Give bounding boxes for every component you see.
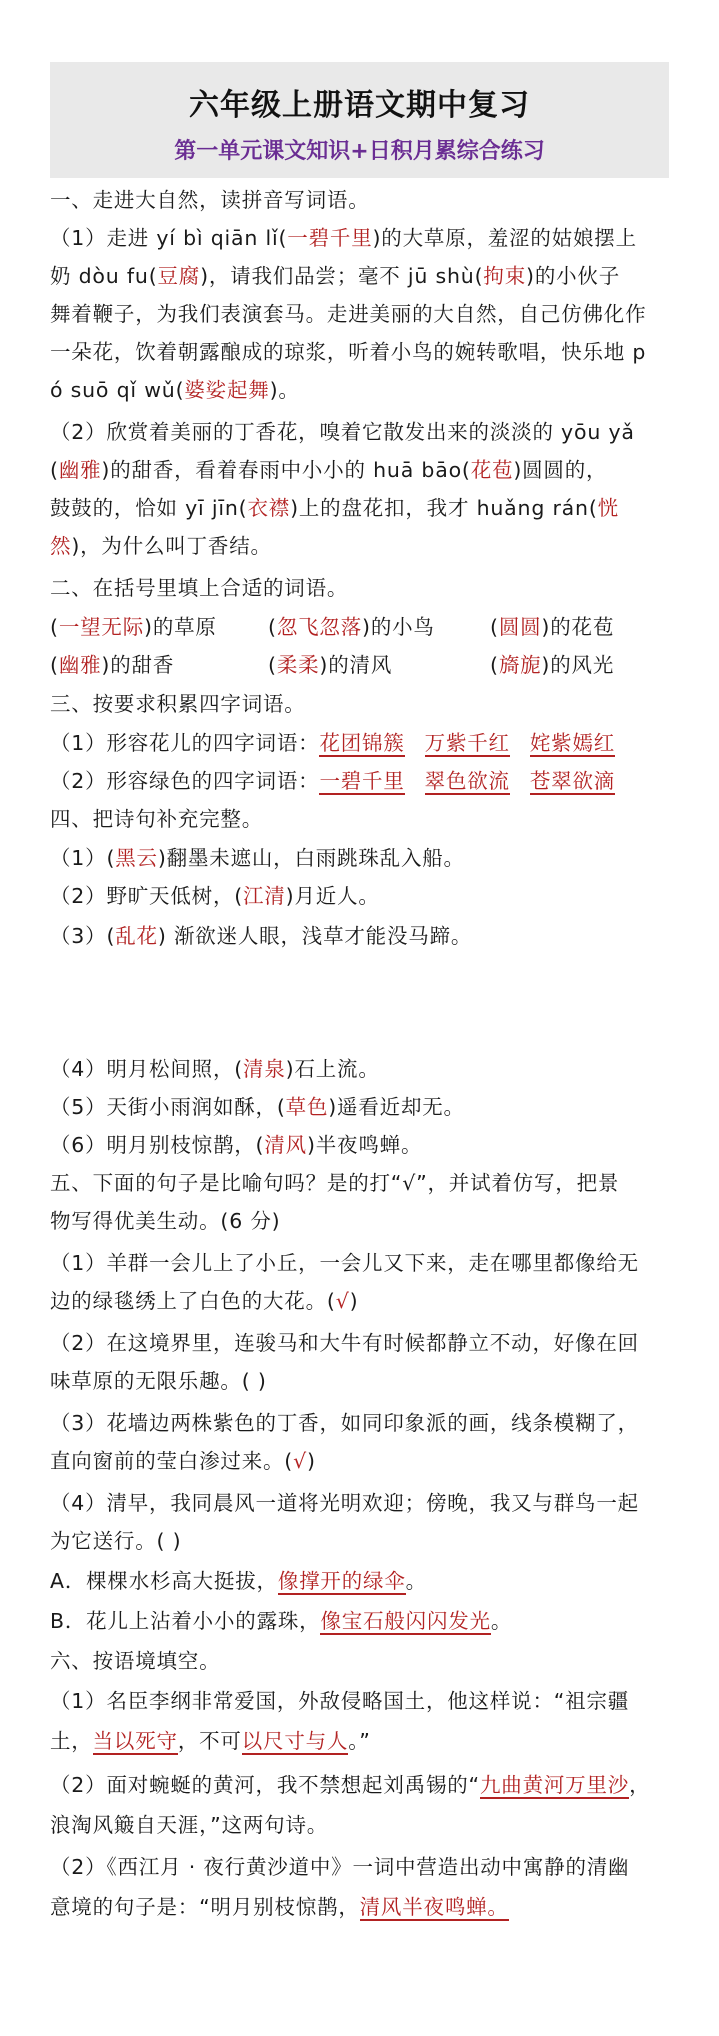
s5-q3-line-2 bbox=[50, 1442, 680, 1480]
text: B．花儿上沾着小小的露珠， bbox=[50, 1609, 321, 1633]
section-3-heading: 三、按要求积累四字词语。 bbox=[50, 692, 306, 716]
s4-q1 bbox=[50, 839, 680, 877]
answer-doufu: 豆腐 bbox=[157, 264, 201, 288]
answer: 圆圆 bbox=[498, 615, 542, 639]
s1-q2-line-1: （2）欣赏着美丽的丁香花，嗅着它散发出来的淡淡的 yōu yǎ bbox=[50, 420, 635, 444]
answer: 黑云 bbox=[115, 846, 158, 870]
answer-yibiqianli: 一碧千里 bbox=[287, 226, 373, 250]
s1-q2-line-3 bbox=[50, 489, 680, 527]
text: （6）明月别枝惊鹊，( bbox=[50, 1133, 265, 1157]
text: （3）( bbox=[50, 924, 116, 948]
answer: 一碧千里 bbox=[319, 769, 405, 793]
s4-q6 bbox=[50, 1126, 680, 1164]
answer: 姹紫嫣红 bbox=[529, 731, 616, 755]
answer: 江清 bbox=[243, 884, 286, 908]
answer: 清泉 bbox=[243, 1057, 286, 1081]
text: A．棵棵水杉高大挺拔， bbox=[50, 1569, 278, 1593]
s1-q1-line-5 bbox=[50, 371, 680, 409]
s1-q1-line-3: 舞着鞭子，为我们表演套马。走进美丽的大自然，自己仿佛化作 bbox=[50, 302, 647, 326]
text: 土， bbox=[50, 1729, 93, 1753]
s1-q1-line-2 bbox=[50, 257, 680, 295]
text: （1）走进 yí bì qiān lǐ( bbox=[50, 226, 288, 250]
text: )的草原 bbox=[144, 615, 217, 639]
s4-q2 bbox=[50, 877, 680, 915]
text: )的风光 bbox=[541, 653, 615, 677]
answer: 忽飞忽落 bbox=[276, 615, 363, 639]
answer: 旖旎 bbox=[498, 653, 542, 677]
text: ，不可 bbox=[177, 1729, 242, 1753]
label: （1）形容花儿的四字词语： bbox=[50, 731, 320, 755]
title-banner bbox=[50, 62, 669, 178]
text: )月近人。 bbox=[285, 884, 380, 908]
s6-q3-line-1: （2）《西江月 · 夜行黄沙道中》一词中营造出动中寓静的清幽 bbox=[50, 1855, 630, 1879]
s6-q2-line-2: 浪淘风簸自天涯，”这两句诗。 bbox=[50, 1813, 329, 1837]
answer-yijin: 衣襟 bbox=[247, 496, 291, 520]
answer: 一望无际 bbox=[58, 615, 145, 639]
text: （1）( bbox=[50, 846, 116, 870]
answer: 以尺寸与人 bbox=[241, 1729, 349, 1753]
s5-option-b bbox=[50, 1602, 680, 1640]
s5-q2-line-2: 味草原的无限乐趣。( ) bbox=[50, 1369, 267, 1393]
text: （2）面对蜿蜒的黄河，我不禁想起刘禹锡的“ bbox=[50, 1773, 480, 1797]
text: ) 渐欲迷人眼，浅草才能没马蹄。 bbox=[157, 924, 473, 948]
item: (忽飞忽落)的小鸟 bbox=[268, 615, 435, 639]
text: )的花苞 bbox=[541, 615, 615, 639]
text: )翻墨未遮山，白雨跳珠乱入船。 bbox=[157, 846, 465, 870]
item: (圆圆)的花苞 bbox=[490, 615, 615, 639]
check-mark: √ bbox=[293, 1449, 307, 1473]
answer-posuoqiwu: 婆娑起舞 bbox=[184, 378, 270, 402]
item: (旖旎)的风光 bbox=[490, 653, 615, 677]
text: )的甜香，看着春雨中小小的 huā bāo( bbox=[101, 458, 471, 482]
s4-q5 bbox=[50, 1088, 680, 1126]
section-4-heading: 四、把诗句补充完整。 bbox=[50, 807, 263, 831]
answer: 花团锦簇 bbox=[319, 731, 405, 755]
answer-jushu: 拘束 bbox=[483, 264, 527, 288]
text: 直向窗前的莹白渗过来。( bbox=[50, 1449, 294, 1473]
s5-q2-line-1: （2）在这境界里，连骏马和大牛有时候都静立不动，好像在回 bbox=[50, 1331, 639, 1355]
page-subtitle: 第一单元课文知识+日积月累综合练习 bbox=[174, 139, 545, 164]
answer: 乱花 bbox=[115, 924, 158, 948]
text: 。 bbox=[405, 1569, 427, 1593]
s6-q3-line-2 bbox=[50, 1888, 680, 1926]
item: (柔柔)的清风 bbox=[268, 653, 393, 677]
answer: 草色 bbox=[285, 1095, 329, 1119]
section-2-heading: 二、在括号里填上合适的词语。 bbox=[50, 576, 349, 600]
text: )圆圆的， bbox=[513, 458, 608, 482]
s1-q2-line-2 bbox=[50, 451, 680, 489]
item: (一望无际)的草原 bbox=[50, 615, 217, 639]
text: )，请我们品尝；毫不 jū shù( bbox=[200, 264, 484, 288]
s5-option-a bbox=[50, 1562, 680, 1600]
text: )遥看近却无。 bbox=[328, 1095, 465, 1119]
s4-q4 bbox=[50, 1050, 680, 1088]
answer: 幽雅 bbox=[58, 653, 102, 677]
text: 。 bbox=[490, 1609, 513, 1633]
answer: 清风 bbox=[264, 1133, 307, 1157]
text: （5）天街小雨润如酥，( bbox=[50, 1095, 286, 1119]
text: )上的盘花扣，我才 huǎng rán( bbox=[290, 496, 598, 520]
s5-q1-line-1: （1）羊群一会儿上了小丘，一会儿又下来，走在哪里都像给无 bbox=[50, 1251, 639, 1275]
answer: 像宝石般闪闪发光 bbox=[320, 1609, 491, 1633]
answer: 清风半夜鸣蝉。 bbox=[359, 1895, 509, 1919]
item: (幽雅)的甜香 bbox=[50, 653, 175, 677]
page-title: 六年级上册语文期中复习 bbox=[189, 88, 530, 123]
answer: 像撑开的绿伞 bbox=[277, 1569, 406, 1593]
text: ) bbox=[306, 1449, 316, 1473]
text: )的小伙子 bbox=[526, 264, 621, 288]
answer: 翠色欲流 bbox=[424, 769, 510, 793]
s5-q4-line-2: 为它送行。( ) bbox=[50, 1529, 182, 1553]
text: 。” bbox=[348, 1729, 371, 1753]
answer-huangran-part2: 然 bbox=[50, 534, 72, 558]
s5-q3-line-1: （3）花墙边两株紫色的丁香，如同印象派的画，线条模糊了， bbox=[50, 1411, 639, 1435]
answer-youya: 幽雅 bbox=[58, 458, 102, 482]
text: )石上流。 bbox=[285, 1057, 380, 1081]
s6-q2-line-1 bbox=[50, 1766, 680, 1804]
answer: 苍翠欲滴 bbox=[529, 769, 616, 793]
section-6-heading: 六、按语境填空。 bbox=[50, 1649, 221, 1673]
text: ó suō qǐ wǔ( bbox=[50, 378, 185, 402]
text: )。 bbox=[269, 378, 300, 402]
s6-q1-line-1: （1）名臣李纲非常爱国，外敌侵略国土，他这样说：“祖宗疆 bbox=[50, 1689, 630, 1713]
answer: 九曲黄河万里沙 bbox=[479, 1773, 630, 1797]
text: （4）明月松间照，( bbox=[50, 1057, 244, 1081]
s5-q1-line-2 bbox=[50, 1282, 680, 1320]
s3-q1 bbox=[50, 724, 680, 762]
label: （2）形容绿色的四字词语： bbox=[50, 769, 320, 793]
text: 意境的句子是：“明月别枝惊鹊， bbox=[50, 1895, 360, 1919]
text: ) bbox=[349, 1289, 359, 1313]
text: 鼓鼓的，恰如 yī jīn( bbox=[50, 496, 248, 520]
check-mark: √ bbox=[335, 1289, 350, 1313]
answer: 万紫千红 bbox=[424, 731, 510, 755]
s4-q3 bbox=[50, 917, 680, 955]
text: )半夜鸣蝉。 bbox=[306, 1133, 423, 1157]
text: 边的绿毯绣上了白色的大花。( bbox=[50, 1289, 336, 1313]
answer-huabao: 花苞 bbox=[470, 458, 514, 482]
text: （2）野旷天低树，( bbox=[50, 884, 244, 908]
text: 奶 dòu fu( bbox=[50, 264, 158, 288]
text: )的大草原，羞涩的姑娘摆上 bbox=[372, 226, 637, 250]
answer-huangran-part1: 恍 bbox=[597, 496, 619, 520]
s1-q1-line-4: 一朵花，饮着朝露酿成的琼浆，听着小鸟的婉转歌唱，快乐地 p bbox=[50, 340, 647, 364]
s1-q1-line-1 bbox=[50, 219, 680, 257]
s6-q1-line-2 bbox=[50, 1722, 680, 1760]
text: )，为什么叫丁香结。 bbox=[71, 534, 272, 558]
section-5-heading-cont: 物写得优美生动。(6 分) bbox=[50, 1209, 281, 1233]
text: ( bbox=[50, 458, 59, 482]
text: ， bbox=[629, 1773, 651, 1797]
section-5-heading: 五、下面的句子是比喻句吗？是的打“√”，并试着仿写，把景 bbox=[50, 1171, 620, 1195]
section-1-heading: 一、走进大自然，读拼音写词语。 bbox=[50, 188, 370, 212]
text: )的小鸟 bbox=[362, 615, 435, 639]
s1-q2-line-4 bbox=[50, 527, 680, 565]
s5-q4-line-1: （4）清早，我同晨风一道将光明欢迎；傍晚，我又与群鸟一起 bbox=[50, 1491, 639, 1515]
s3-q2 bbox=[50, 762, 680, 800]
text: )的甜香 bbox=[101, 653, 175, 677]
answer: 柔柔 bbox=[276, 653, 320, 677]
text: )的清风 bbox=[319, 653, 393, 677]
answer: 当以死守 bbox=[92, 1729, 178, 1753]
